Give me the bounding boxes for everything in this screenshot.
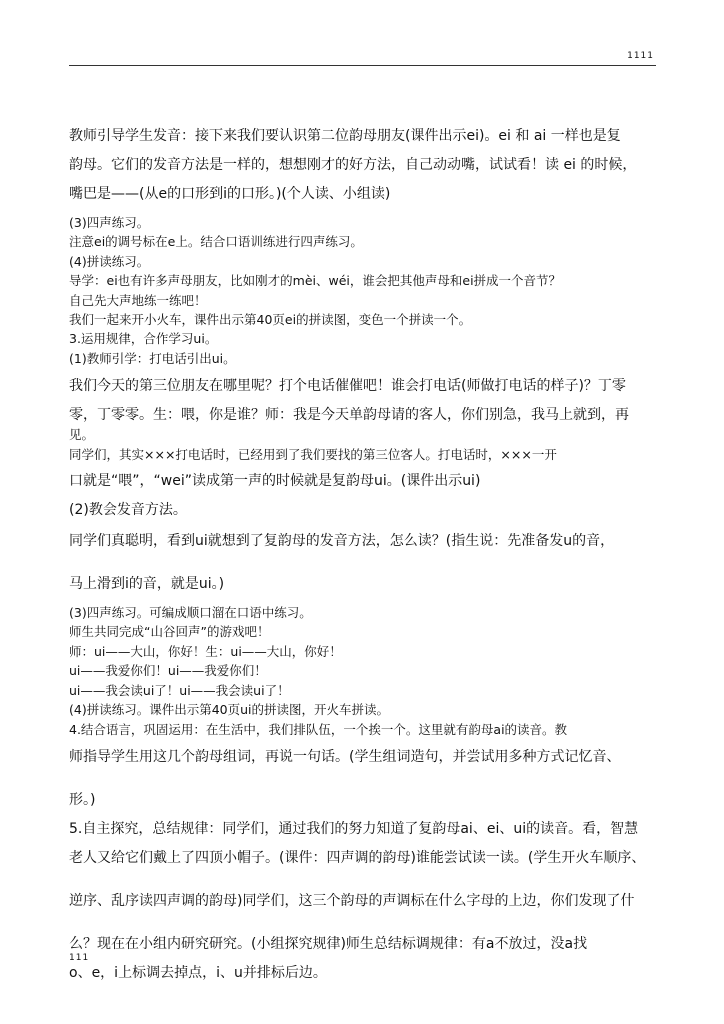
text-line: (3)四声练习。可编成顺口溜在口语中练习。 bbox=[69, 605, 312, 621]
text-line: (3)四声练习。 bbox=[69, 215, 150, 230]
text-line: (4)拼读练习。 bbox=[69, 253, 150, 269]
text-line: 零，丁零零。生：喂，你是谁？师：我是今天单韵母请的客人，你们别急，我马上就到，再 bbox=[69, 407, 629, 424]
text-line: 逆序、乱序读四声调的韵母)同学们，这三个韵母的声调标在什么字母的上边，你们发现了什 bbox=[69, 892, 635, 909]
document-body bbox=[69, 122, 659, 988]
text-line: 同学们，其实×××打电话时，已经用到了我们要找的第三位客人。打电话时，×××一开 bbox=[69, 446, 557, 462]
text-line: 我们一起来开小火车，课件出示第40页ei的拼读图，变色一个拼读一个。 bbox=[69, 312, 472, 328]
text-line: 么？现在在小组内研究研究。(小组探究规律)师生总结标调规律：有a不放过，没a找 bbox=[69, 935, 588, 952]
text-line: 师指导学生用这几个韵母组词，再说一句话。(学生组词造句，并尝试用多种方式记忆音、 bbox=[69, 748, 621, 765]
text-line: 师：ui——大山，你好！生：ui——大山，你好！ bbox=[69, 643, 342, 659]
text-line: 注意ei的调号标在e上。结合口语训练进行四声练习。 bbox=[69, 234, 363, 250]
text-line: 3.运用规律，合作学习ui。 bbox=[69, 331, 218, 347]
text-line: 老人又给它们戴上了四顶小帽子。(课件：四声调的韵母)谁能尝试读一读。(学生开火车顺序、 bbox=[69, 849, 646, 866]
text-line: 4.结合语言，巩固运用：在生活中，我们排队伍，一个挨一个。这里就有韵母ai的读音。教 bbox=[69, 721, 568, 737]
text-line: 形。) bbox=[69, 791, 96, 808]
text-line: (1)教师引学：打电话引出ui。 bbox=[69, 350, 236, 366]
text-line: 自己先大声地练一练吧！ bbox=[69, 292, 207, 308]
header-rule bbox=[69, 65, 656, 66]
text-line: 嘴巴是——(从e的口形到i的口形。)(个人读、小组读) bbox=[69, 186, 391, 202]
text-line: (4)拼读练习。课件出示第40页ui的拼读图，开火车拼读。 bbox=[69, 702, 390, 718]
text-line: 见。 bbox=[69, 427, 95, 443]
text-line: o、e，i上标调去掉点，i、u并排标后边。 bbox=[69, 964, 327, 981]
text-line: 教师引导学生发音：接下来我们要认识第二位韵母朋友(课件出示ei)。ei 和 ai 一样也是复 bbox=[69, 128, 621, 144]
text-line: 5.自主探究，总结规律：同学们，通过我们的努力知道了复韵母ai、ei、ui的读音。看，智慧 bbox=[69, 820, 639, 837]
text-line: 口就是“喂”，“wei”读成第一声的时候就是复韵母ui。(课件出示ui) bbox=[69, 473, 481, 490]
header-page-number: 1111 bbox=[627, 51, 654, 61]
text-line: 我们今天的第三位朋友在哪里呢？打个电话催催吧！谁会打电话(师做打电话的样子)？丁零 bbox=[69, 378, 626, 395]
text-line: ui——我爱你们！ui——我爱你们！ bbox=[69, 663, 267, 679]
text-line: 马上滑到i的音，就是ui。) bbox=[69, 576, 225, 593]
text-line: 韵母。它们的发音方法是一样的，想想刚才的好方法，自己动动嘴，试试看！读 ei 的时候， bbox=[69, 157, 637, 173]
text-line: ui——我会读ui了！ui——我会读ui了！ bbox=[69, 682, 290, 698]
text-line: 导学：ei也有许多声母朋友，比如刚才的mèi、wéi，谁会把其他声母和ei拼成一个音节？ bbox=[69, 273, 562, 289]
text-line: 师生共同完成“山谷回声”的游戏吧！ bbox=[69, 624, 270, 640]
text-line: 同学们真聪明，看到ui就想到了复韵母的发音方法，怎么读？(指生说：先准备发u的音， bbox=[69, 533, 615, 550]
text-line: (2)教会发音方法。 bbox=[69, 502, 187, 519]
footer-page-number: 111 bbox=[69, 953, 90, 963]
